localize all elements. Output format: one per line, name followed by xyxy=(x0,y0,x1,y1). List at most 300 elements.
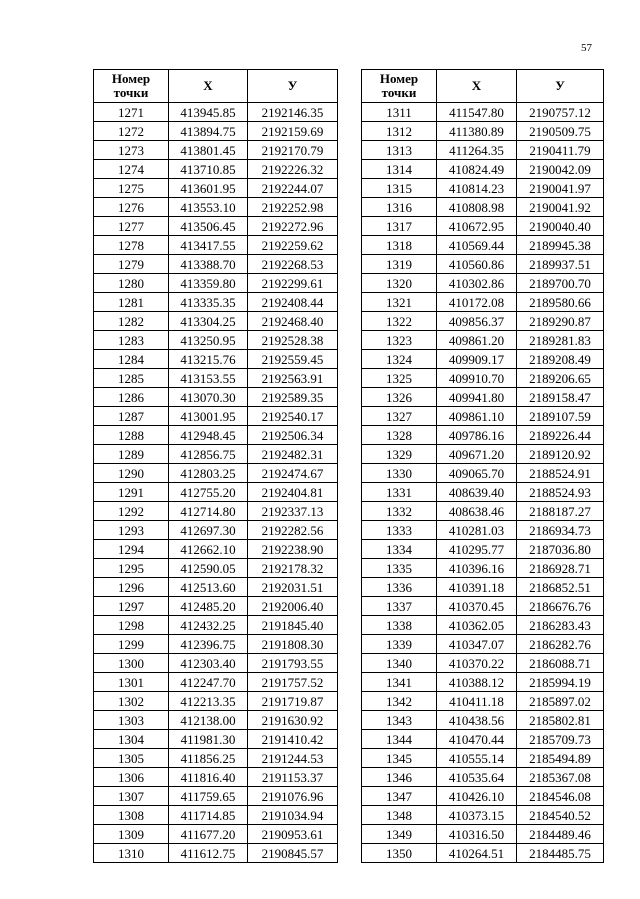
cell-point-number: 1293 xyxy=(94,521,169,540)
table-row xyxy=(94,179,338,198)
cell-y: 2191410.42 xyxy=(248,730,338,749)
cell-x: 412803.25 xyxy=(169,464,248,483)
cell-point-number: 1323 xyxy=(362,331,437,350)
cell-x: 410264.51 xyxy=(437,844,517,863)
cell-x: 409909.17 xyxy=(437,350,517,369)
table-row xyxy=(94,103,338,122)
cell-y: 2192337.13 xyxy=(248,502,338,521)
cell-point-number: 1332 xyxy=(362,502,437,521)
cell-y: 2185802.81 xyxy=(517,711,604,730)
cell-x: 410808.98 xyxy=(437,198,517,217)
table-row xyxy=(94,198,338,217)
cell-y: 2191034.94 xyxy=(248,806,338,825)
table-row xyxy=(94,483,338,502)
cell-x: 410411.18 xyxy=(437,692,517,711)
table-row xyxy=(94,521,338,540)
cell-point-number: 1320 xyxy=(362,274,437,293)
table-row xyxy=(362,559,604,578)
table-row xyxy=(94,559,338,578)
cell-y: 2189700.70 xyxy=(517,274,604,293)
cell-point-number: 1316 xyxy=(362,198,437,217)
table-row xyxy=(94,331,338,350)
cell-y: 2192268.53 xyxy=(248,255,338,274)
cell-x: 411759.65 xyxy=(169,787,248,806)
cell-y: 2192474.67 xyxy=(248,464,338,483)
cell-point-number: 1313 xyxy=(362,141,437,160)
table-row xyxy=(362,312,604,331)
cell-x: 412590.05 xyxy=(169,559,248,578)
cell-point-number: 1271 xyxy=(94,103,169,122)
cell-y: 2184485.75 xyxy=(517,844,604,863)
table-row xyxy=(94,312,338,331)
cell-y: 2191845.40 xyxy=(248,616,338,635)
table-row xyxy=(362,768,604,787)
cell-x: 410347.07 xyxy=(437,635,517,654)
table-row xyxy=(362,122,604,141)
cell-x: 410396.16 xyxy=(437,559,517,578)
cell-x: 413250.95 xyxy=(169,331,248,350)
cell-point-number: 1286 xyxy=(94,388,169,407)
cell-y: 2192272.96 xyxy=(248,217,338,236)
cell-y: 2192540.17 xyxy=(248,407,338,426)
table-row xyxy=(94,160,338,179)
table-row xyxy=(362,749,604,768)
table-row xyxy=(94,350,338,369)
cell-x: 410370.45 xyxy=(437,597,517,616)
cell-x: 409861.20 xyxy=(437,331,517,350)
cell-x: 410535.64 xyxy=(437,768,517,787)
cell-point-number: 1322 xyxy=(362,312,437,331)
table-row xyxy=(94,749,338,768)
cell-point-number: 1330 xyxy=(362,464,437,483)
cell-point-number: 1282 xyxy=(94,312,169,331)
cell-x: 410302.86 xyxy=(437,274,517,293)
cell-point-number: 1296 xyxy=(94,578,169,597)
cell-x: 413945.85 xyxy=(169,103,248,122)
cell-y: 2185367.08 xyxy=(517,768,604,787)
cell-point-number: 1326 xyxy=(362,388,437,407)
cell-x: 409941.80 xyxy=(437,388,517,407)
cell-x: 410362.05 xyxy=(437,616,517,635)
cell-x: 411264.35 xyxy=(437,141,517,160)
cell-x: 410373.15 xyxy=(437,806,517,825)
cell-point-number: 1340 xyxy=(362,654,437,673)
cell-x: 411380.89 xyxy=(437,122,517,141)
cell-x: 410814.23 xyxy=(437,179,517,198)
cell-point-number: 1288 xyxy=(94,426,169,445)
header-point-line1: Номер xyxy=(379,71,419,86)
cell-point-number: 1298 xyxy=(94,616,169,635)
cell-x: 413894.75 xyxy=(169,122,248,141)
cell-point-number: 1284 xyxy=(94,350,169,369)
cell-x: 412697.30 xyxy=(169,521,248,540)
cell-x: 408639.40 xyxy=(437,483,517,502)
cell-point-number: 1290 xyxy=(94,464,169,483)
table-row xyxy=(362,521,604,540)
cell-point-number: 1307 xyxy=(94,787,169,806)
table-row xyxy=(94,141,338,160)
table-row xyxy=(94,787,338,806)
cell-point-number: 1308 xyxy=(94,806,169,825)
cell-x: 410672.95 xyxy=(437,217,517,236)
cell-x: 413359.80 xyxy=(169,274,248,293)
cell-y: 2190757.12 xyxy=(517,103,604,122)
cell-point-number: 1335 xyxy=(362,559,437,578)
cell-y: 2188524.91 xyxy=(517,464,604,483)
cell-x: 410370.22 xyxy=(437,654,517,673)
cell-point-number: 1344 xyxy=(362,730,437,749)
cell-y: 2187036.80 xyxy=(517,540,604,559)
cell-y: 2189120.92 xyxy=(517,445,604,464)
table-row xyxy=(362,331,604,350)
cell-point-number: 1338 xyxy=(362,616,437,635)
cell-y: 2189208.49 xyxy=(517,350,604,369)
cell-y: 2190509.75 xyxy=(517,122,604,141)
cell-point-number: 1346 xyxy=(362,768,437,787)
table-row xyxy=(94,730,338,749)
cell-point-number: 1314 xyxy=(362,160,437,179)
cell-point-number: 1291 xyxy=(94,483,169,502)
cell-point-number: 1328 xyxy=(362,426,437,445)
cell-x: 412396.75 xyxy=(169,635,248,654)
cell-point-number: 1279 xyxy=(94,255,169,274)
cell-y: 2189281.83 xyxy=(517,331,604,350)
cell-point-number: 1324 xyxy=(362,350,437,369)
cell-y: 2190411.79 xyxy=(517,141,604,160)
cell-x: 413417.55 xyxy=(169,236,248,255)
table-row xyxy=(362,350,604,369)
cell-y: 2192259.62 xyxy=(248,236,338,255)
cell-point-number: 1309 xyxy=(94,825,169,844)
cell-point-number: 1311 xyxy=(362,103,437,122)
cell-x: 412948.45 xyxy=(169,426,248,445)
table-row xyxy=(362,825,604,844)
cell-x: 413710.85 xyxy=(169,160,248,179)
table-row xyxy=(362,730,604,749)
cell-point-number: 1341 xyxy=(362,673,437,692)
cell-x: 410824.49 xyxy=(437,160,517,179)
cell-y: 2189226.44 xyxy=(517,426,604,445)
cell-x: 411981.30 xyxy=(169,730,248,749)
cell-point-number: 1274 xyxy=(94,160,169,179)
table-row xyxy=(362,217,604,236)
table-row xyxy=(362,236,604,255)
cell-y: 2185709.73 xyxy=(517,730,604,749)
cell-y: 2192178.32 xyxy=(248,559,338,578)
cell-y: 2189945.38 xyxy=(517,236,604,255)
header-point-number xyxy=(362,70,437,103)
cell-y: 2192226.32 xyxy=(248,160,338,179)
table-row xyxy=(362,407,604,426)
cell-y: 2191153.37 xyxy=(248,768,338,787)
table-row xyxy=(362,787,604,806)
cell-y: 2192031.51 xyxy=(248,578,338,597)
cell-x: 413801.45 xyxy=(169,141,248,160)
cell-y: 2189290.87 xyxy=(517,312,604,331)
cell-y: 2189206.65 xyxy=(517,369,604,388)
cell-point-number: 1331 xyxy=(362,483,437,502)
cell-x: 413601.95 xyxy=(169,179,248,198)
cell-point-number: 1350 xyxy=(362,844,437,863)
cell-x: 411714.85 xyxy=(169,806,248,825)
cell-x: 412856.75 xyxy=(169,445,248,464)
table-row xyxy=(94,388,338,407)
cell-point-number: 1325 xyxy=(362,369,437,388)
table-header-row xyxy=(94,70,338,103)
cell-y: 2185897.02 xyxy=(517,692,604,711)
table-row xyxy=(362,179,604,198)
cell-y: 2192506.34 xyxy=(248,426,338,445)
cell-y: 2192170.79 xyxy=(248,141,338,160)
table-row xyxy=(362,502,604,521)
cell-y: 2188524.93 xyxy=(517,483,604,502)
table-row xyxy=(94,578,338,597)
table-row xyxy=(362,445,604,464)
cell-x: 411547.80 xyxy=(437,103,517,122)
cell-y: 2191076.96 xyxy=(248,787,338,806)
cell-y: 2190953.61 xyxy=(248,825,338,844)
table-header-row xyxy=(362,70,604,103)
header-point-line1: Номер xyxy=(111,71,151,86)
cell-point-number: 1345 xyxy=(362,749,437,768)
cell-x: 412213.35 xyxy=(169,692,248,711)
cell-x: 410295.77 xyxy=(437,540,517,559)
cell-x: 413215.76 xyxy=(169,350,248,369)
cell-point-number: 1327 xyxy=(362,407,437,426)
table-row xyxy=(362,692,604,711)
table-row xyxy=(362,578,604,597)
header-y: У xyxy=(248,70,338,103)
cell-point-number: 1275 xyxy=(94,179,169,198)
cell-x: 412303.40 xyxy=(169,654,248,673)
cell-point-number: 1281 xyxy=(94,293,169,312)
cell-point-number: 1280 xyxy=(94,274,169,293)
cell-point-number: 1321 xyxy=(362,293,437,312)
cell-y: 2192006.40 xyxy=(248,597,338,616)
cell-point-number: 1317 xyxy=(362,217,437,236)
table-row xyxy=(94,654,338,673)
cell-x: 409861.10 xyxy=(437,407,517,426)
table-row xyxy=(362,540,604,559)
cell-y: 2185994.19 xyxy=(517,673,604,692)
cell-y: 2192146.35 xyxy=(248,103,338,122)
table-row xyxy=(94,293,338,312)
cell-point-number: 1277 xyxy=(94,217,169,236)
cell-x: 411816.40 xyxy=(169,768,248,787)
cell-y: 2192482.31 xyxy=(248,445,338,464)
table-row xyxy=(94,464,338,483)
cell-x: 410555.14 xyxy=(437,749,517,768)
table-row xyxy=(362,160,604,179)
cell-y: 2189937.51 xyxy=(517,255,604,274)
cell-x: 413388.70 xyxy=(169,255,248,274)
cell-point-number: 1295 xyxy=(94,559,169,578)
cell-point-number: 1315 xyxy=(362,179,437,198)
cell-x: 411856.25 xyxy=(169,749,248,768)
cell-point-number: 1273 xyxy=(94,141,169,160)
cell-y: 2192159.69 xyxy=(248,122,338,141)
table-row xyxy=(362,464,604,483)
table-row xyxy=(362,711,604,730)
table-row xyxy=(362,616,604,635)
cell-x: 410470.44 xyxy=(437,730,517,749)
table-row xyxy=(94,806,338,825)
cell-y: 2190845.57 xyxy=(248,844,338,863)
cell-x: 412755.20 xyxy=(169,483,248,502)
table-row xyxy=(362,483,604,502)
cell-point-number: 1301 xyxy=(94,673,169,692)
cell-point-number: 1334 xyxy=(362,540,437,559)
cell-point-number: 1349 xyxy=(362,825,437,844)
cell-y: 2184546.08 xyxy=(517,787,604,806)
cell-y: 2192563.91 xyxy=(248,369,338,388)
cell-x: 412714.80 xyxy=(169,502,248,521)
cell-y: 2192468.40 xyxy=(248,312,338,331)
cell-y: 2190040.40 xyxy=(517,217,604,236)
cell-point-number: 1333 xyxy=(362,521,437,540)
table-row xyxy=(94,255,338,274)
cell-y: 2192299.61 xyxy=(248,274,338,293)
cell-x: 412513.60 xyxy=(169,578,248,597)
table-row xyxy=(362,635,604,654)
table-row xyxy=(362,293,604,312)
cell-x: 413153.55 xyxy=(169,369,248,388)
cell-point-number: 1304 xyxy=(94,730,169,749)
table-body-right xyxy=(362,103,604,863)
table-row xyxy=(94,768,338,787)
header-point-number xyxy=(94,70,169,103)
table-row xyxy=(94,825,338,844)
cell-x: 413506.45 xyxy=(169,217,248,236)
cell-x: 409786.16 xyxy=(437,426,517,445)
cell-point-number: 1339 xyxy=(362,635,437,654)
header-point-line2: точки xyxy=(381,85,417,100)
cell-x: 410388.12 xyxy=(437,673,517,692)
cell-x: 409910.70 xyxy=(437,369,517,388)
page-number: 57 xyxy=(581,42,592,54)
cell-x: 408638.46 xyxy=(437,502,517,521)
table-row xyxy=(94,122,338,141)
table-row xyxy=(94,635,338,654)
header-x: X xyxy=(169,70,248,103)
cell-x: 413335.35 xyxy=(169,293,248,312)
table-row xyxy=(362,806,604,825)
cell-x: 409065.70 xyxy=(437,464,517,483)
table-row xyxy=(94,692,338,711)
cell-point-number: 1287 xyxy=(94,407,169,426)
table-row xyxy=(94,711,338,730)
cell-point-number: 1310 xyxy=(94,844,169,863)
cell-y: 2186934.73 xyxy=(517,521,604,540)
table-row xyxy=(362,673,604,692)
table-body-left xyxy=(94,103,338,863)
table-row xyxy=(362,274,604,293)
cell-y: 2192408.44 xyxy=(248,293,338,312)
cell-y: 2192589.35 xyxy=(248,388,338,407)
cell-point-number: 1297 xyxy=(94,597,169,616)
cell-point-number: 1336 xyxy=(362,578,437,597)
cell-point-number: 1348 xyxy=(362,806,437,825)
table-row xyxy=(94,236,338,255)
header-y: У xyxy=(517,70,604,103)
cell-point-number: 1318 xyxy=(362,236,437,255)
table-row xyxy=(362,141,604,160)
cell-y: 2186676.76 xyxy=(517,597,604,616)
cell-x: 410316.50 xyxy=(437,825,517,844)
cell-x: 412662.10 xyxy=(169,540,248,559)
cell-x: 412432.25 xyxy=(169,616,248,635)
cell-y: 2190041.97 xyxy=(517,179,604,198)
cell-point-number: 1305 xyxy=(94,749,169,768)
table-row xyxy=(94,407,338,426)
cell-y: 2184540.52 xyxy=(517,806,604,825)
cell-y: 2189107.59 xyxy=(517,407,604,426)
cell-point-number: 1302 xyxy=(94,692,169,711)
cell-point-number: 1283 xyxy=(94,331,169,350)
cell-point-number: 1285 xyxy=(94,369,169,388)
cell-y: 2191793.55 xyxy=(248,654,338,673)
cell-y: 2191757.52 xyxy=(248,673,338,692)
cell-y: 2184489.46 xyxy=(517,825,604,844)
cell-y: 2190041.92 xyxy=(517,198,604,217)
cell-x: 410391.18 xyxy=(437,578,517,597)
cell-y: 2186852.51 xyxy=(517,578,604,597)
table-row xyxy=(94,426,338,445)
cell-x: 409856.37 xyxy=(437,312,517,331)
cell-y: 2192238.90 xyxy=(248,540,338,559)
cell-x: 413553.10 xyxy=(169,198,248,217)
cell-point-number: 1312 xyxy=(362,122,437,141)
cell-x: 410426.10 xyxy=(437,787,517,806)
table-row xyxy=(94,502,338,521)
cell-y: 2192252.98 xyxy=(248,198,338,217)
table-row xyxy=(94,844,338,863)
table-row xyxy=(362,369,604,388)
cell-point-number: 1300 xyxy=(94,654,169,673)
coordinates-table-left xyxy=(93,69,338,863)
cell-point-number: 1294 xyxy=(94,540,169,559)
cell-x: 413001.95 xyxy=(169,407,248,426)
header-point-line2: точки xyxy=(113,85,149,100)
table-row xyxy=(362,255,604,274)
cell-point-number: 1306 xyxy=(94,768,169,787)
cell-y: 2188187.27 xyxy=(517,502,604,521)
cell-y: 2192282.56 xyxy=(248,521,338,540)
table-row xyxy=(362,597,604,616)
cell-x: 411677.20 xyxy=(169,825,248,844)
table-row xyxy=(362,103,604,122)
cell-y: 2189580.66 xyxy=(517,293,604,312)
cell-x: 412485.20 xyxy=(169,597,248,616)
cell-point-number: 1319 xyxy=(362,255,437,274)
cell-y: 2191719.87 xyxy=(248,692,338,711)
cell-x: 412247.70 xyxy=(169,673,248,692)
cell-y: 2191808.30 xyxy=(248,635,338,654)
table-row xyxy=(362,426,604,445)
cell-y: 2191244.53 xyxy=(248,749,338,768)
cell-x: 411612.75 xyxy=(169,844,248,863)
cell-x: 412138.00 xyxy=(169,711,248,730)
table-row xyxy=(94,217,338,236)
cell-x: 413304.25 xyxy=(169,312,248,331)
table-row xyxy=(94,673,338,692)
table-row xyxy=(362,388,604,407)
cell-y: 2186282.76 xyxy=(517,635,604,654)
cell-y: 2192528.38 xyxy=(248,331,338,350)
cell-point-number: 1329 xyxy=(362,445,437,464)
cell-x: 410172.08 xyxy=(437,293,517,312)
cell-y: 2191630.92 xyxy=(248,711,338,730)
